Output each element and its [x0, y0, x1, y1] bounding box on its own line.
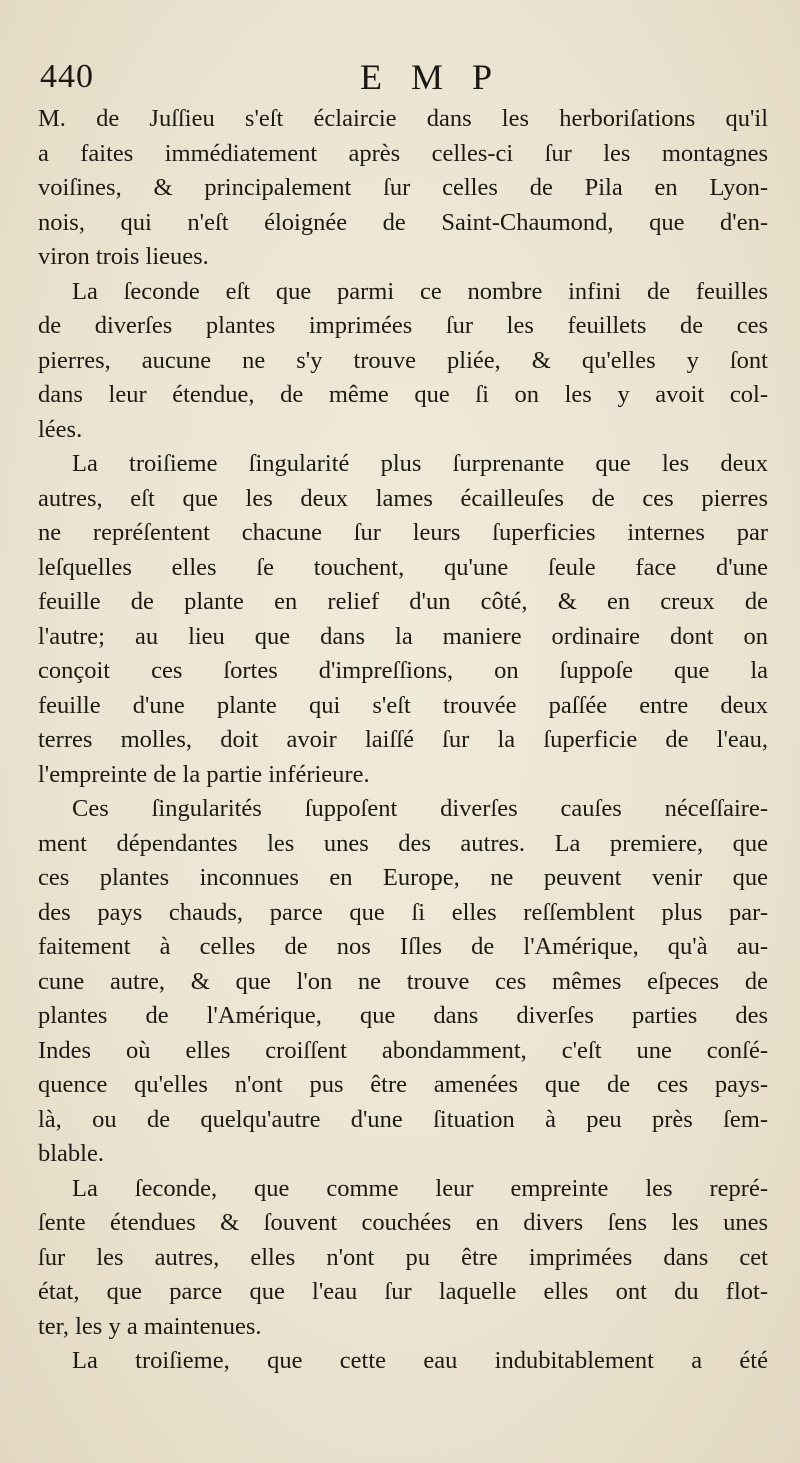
text-line: La troiſieme, que cette eau indubitablement a été: [72, 1347, 768, 1374]
text-line: blable.: [38, 1140, 104, 1167]
text-line: La ſeconde, que comme leur empreinte les repré-: [72, 1174, 768, 1202]
paragraph: [38, 275, 768, 448]
text-line: La troiſieme ſingularité plus ſurprenante que les deux: [72, 450, 768, 477]
page-header: [30, 58, 770, 104]
paragraph: [38, 447, 768, 792]
text-line: nois, qui n'eſt éloignée de Saint-Chaumond, que d'en-: [38, 208, 768, 236]
text-line: ſur les autres, elles n'ont pu être imprimées dans cet: [38, 1243, 768, 1271]
text-line: terres molles, doit avoir laiſſé ſur la ſuperficie de l'eau,: [38, 726, 768, 753]
text-line: plantes de l'Amérique, que dans diverſes parties des: [38, 1002, 768, 1029]
text-line: là, ou de quelqu'autre d'une ſituation à peu près ſem-: [38, 1105, 768, 1133]
text-line: conçoit ces ſortes d'impreſſions, on ſuppoſe que la: [38, 657, 768, 684]
text-line: La ſeconde eſt que parmi ce nombre infini de feuilles: [72, 277, 768, 305]
text-line: leſquelles elles ſe touchent, qu'une ſeule face d'une: [38, 553, 768, 581]
text-line: M. de Juſſieu s'eſt éclaircie dans les herboriſations qu'il: [38, 105, 768, 132]
paragraph: [38, 1344, 768, 1379]
text-line: quence qu'elles n'ont pus être amenées que de ces pays-: [38, 1071, 768, 1098]
paragraph: [38, 1172, 768, 1345]
text-line: l'empreinte de la partie inférieure.: [38, 760, 370, 788]
paragraph: [38, 792, 768, 1172]
text-line: ces plantes inconnues en Europe, ne peuvent venir que: [38, 864, 768, 891]
text-line: feuille d'une plante qui s'eſt trouvée paſſée entre deux: [38, 691, 768, 719]
page-number: 440: [40, 58, 94, 95]
text-line: des pays chauds, parce que ſi elles reſſemblent plus par-: [38, 898, 768, 926]
text-line: ne repréſentent chacune ſur leurs ſuperficies internes par: [38, 519, 768, 546]
body-text: [38, 102, 768, 1379]
running-head: E M P: [360, 57, 503, 97]
paragraph: [38, 102, 768, 275]
text-line: pierres, aucune ne s'y trouve pliée, & qu'elles y ſont: [38, 346, 768, 374]
text-line: a faites immédiatement après celles-ci ſur les montagnes: [38, 139, 768, 167]
text-line: ter, les y a maintenues.: [38, 1312, 262, 1340]
text-line: l'autre; au lieu que dans la maniere ordinaire dont on: [38, 622, 768, 650]
text-line: dans leur étendue, de même que ſi on les y avoit col-: [38, 381, 768, 408]
text-line: feuille de plante en relief d'un côté, & en creux de: [38, 588, 768, 615]
text-line: voiſines, & principalement ſur celles de Pila en Lyon-: [38, 174, 768, 201]
text-line: ment dépendantes les unes des autres. La premiere, que: [38, 829, 768, 857]
text-line: cune autre, & que l'on ne trouve ces mêmes eſpeces de: [38, 967, 768, 995]
text-line: de diverſes plantes imprimées ſur les feuillets de ces: [38, 312, 768, 339]
text-line: ſente étendues & ſouvent couchées en divers ſens les unes: [38, 1209, 768, 1236]
text-line: viron trois lieues.: [38, 243, 209, 270]
text-line: faitement à celles de nos Iſles de l'Amérique, qu'à au-: [38, 933, 768, 960]
text-line: état, que parce que l'eau ſur laquelle elles ont du flot-: [38, 1278, 768, 1305]
text-line: Indes où elles croiſſent abondamment, c'eſt une conſé-: [38, 1036, 768, 1064]
text-line: autres, eſt que les deux lames écailleuſes de ces pierres: [38, 484, 768, 512]
text-line: lées.: [38, 415, 83, 443]
text-line: Ces ſingularités ſuppoſent diverſes cauſes néceſſaire-: [72, 795, 768, 822]
